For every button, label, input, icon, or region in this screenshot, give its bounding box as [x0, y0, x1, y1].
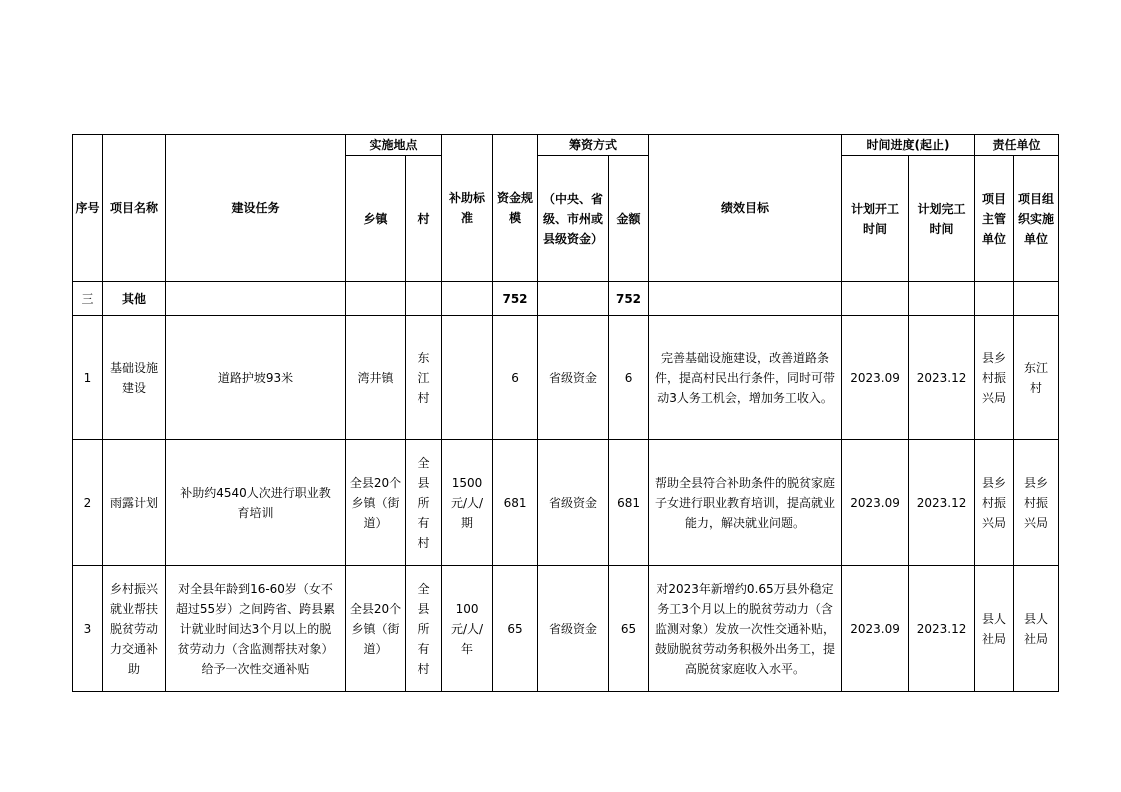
header-start: 计划开工时间: [842, 156, 909, 282]
row-township: 全县20个乡镇（街道）: [346, 440, 406, 566]
header-funding-source: （中央、省级、市州或县级资金）: [538, 156, 609, 282]
header-implementer: 项目组织实施单位: [1014, 156, 1059, 282]
row-source: 省级资金: [538, 440, 609, 566]
table-row: [73, 316, 1059, 440]
row-seq: 2: [73, 440, 103, 566]
row-village: 全县所有村: [406, 440, 442, 566]
row-supervisor: 县乡村振兴局: [975, 316, 1014, 440]
section-row: [73, 282, 1059, 316]
header-village: 村: [406, 156, 442, 282]
header-goal: 绩效目标: [649, 135, 842, 282]
row-scale: 6: [493, 316, 538, 440]
header-funding: 筹资方式: [538, 135, 649, 156]
row-task: 道路护坡93米: [166, 316, 346, 440]
project-table: [72, 134, 1059, 692]
row-goal: 完善基础设施建设，改善道路条件，提高村民出行条件，同时可带动3人务工机会，增加务工收入。: [649, 316, 842, 440]
section-name: 其他: [103, 282, 166, 316]
row-source: 省级资金: [538, 566, 609, 692]
table-row: [73, 440, 1059, 566]
row-end: 2023.12: [909, 566, 975, 692]
row-amount: 6: [609, 316, 649, 440]
row-start: 2023.09: [842, 316, 909, 440]
header-township: 乡镇: [346, 156, 406, 282]
section-amount: 752: [609, 282, 649, 316]
row-source: 省级资金: [538, 316, 609, 440]
row-task: 补助约4540人次进行职业教育培训: [166, 440, 346, 566]
header-responsible: 责任单位: [975, 135, 1059, 156]
header-end: 计划完工时间: [909, 156, 975, 282]
header-supervisor: 项目主管单位: [975, 156, 1014, 282]
row-subsidy: 1500元/人/期: [442, 440, 493, 566]
header-subsidy: 补助标准: [442, 135, 493, 282]
section-seq: 三: [73, 282, 103, 316]
header-amount: 金额: [609, 156, 649, 282]
row-township: 湾井镇: [346, 316, 406, 440]
row-amount: 681: [609, 440, 649, 566]
header-location: 实施地点: [346, 135, 442, 156]
row-implementer: 县人社局: [1014, 566, 1059, 692]
row-end: 2023.12: [909, 316, 975, 440]
row-task: 对全县年龄到16-60岁（女不超过55岁）之间跨省、跨县累计就业时间达3个月以上的脱贫劳动力（含监测帮扶对象）给予一次性交通补贴: [166, 566, 346, 692]
section-scale: 752: [493, 282, 538, 316]
header-task: 建设任务: [166, 135, 346, 282]
row-seq: 1: [73, 316, 103, 440]
row-subsidy: 100元/人/年: [442, 566, 493, 692]
row-goal: 对2023年新增约0.65万县外稳定务工3个月以上的脱贫劳动力（含监测对象）发放一次性交通补贴，鼓励脱贫劳动务积极外出务工，提高脱贫家庭收入水平。: [649, 566, 842, 692]
row-start: 2023.09: [842, 440, 909, 566]
row-supervisor: 县乡村振兴局: [975, 440, 1014, 566]
row-township: 全县20个乡镇（街道）: [346, 566, 406, 692]
row-supervisor: 县人社局: [975, 566, 1014, 692]
header-schedule: 时间进度(起止): [842, 135, 975, 156]
row-village: 全县所有村: [406, 566, 442, 692]
row-name: 基础设施建设: [103, 316, 166, 440]
row-implementer: 东江村: [1014, 316, 1059, 440]
row-name: 雨露计划: [103, 440, 166, 566]
header-seq: 序号: [73, 135, 103, 282]
header-name: 项目名称: [103, 135, 166, 282]
row-start: 2023.09: [842, 566, 909, 692]
row-seq: 3: [73, 566, 103, 692]
row-scale: 65: [493, 566, 538, 692]
row-scale: 681: [493, 440, 538, 566]
row-subsidy: [442, 316, 493, 440]
row-amount: 65: [609, 566, 649, 692]
table-row: [73, 566, 1059, 692]
row-goal: 帮助全县符合补助条件的脱贫家庭子女进行职业教育培训，提高就业能力，解决就业问题。: [649, 440, 842, 566]
row-name: 乡村振兴就业帮扶脱贫劳动力交通补助: [103, 566, 166, 692]
header-scale: 资金规模: [493, 135, 538, 282]
row-village: 东江村: [406, 316, 442, 440]
row-end: 2023.12: [909, 440, 975, 566]
row-implementer: 县乡村振兴局: [1014, 440, 1059, 566]
